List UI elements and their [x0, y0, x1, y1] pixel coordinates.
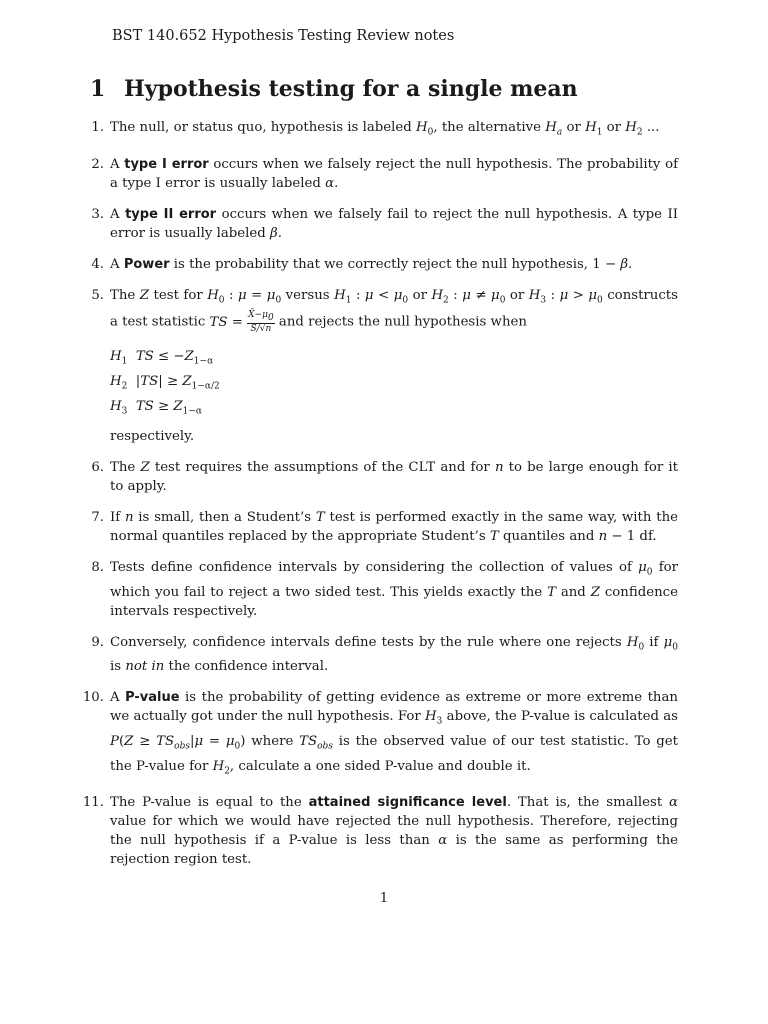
- list-item-3: 3. A type II error occurs when we falsely fail to reject the null hypothesis. A type II error is usually labeled β.: [91, 206, 678, 241]
- list-item-8: 8. Tests define confidence intervals by considering the collection of values of $\mu_0$ for which you fail to reject a two sided test. This yields exactly the T and Z confidence intervals respectively.: [91, 560, 678, 619]
- list-item-9: 9. Conversely, confidence intervals define tests by the rule where one rejects $H_0$ if $\mu_0$ is not in the confidence interval.: [91, 634, 678, 675]
- test-statistic-fraction: $\frac{X̄-\mu_0}{S/√n}$: [248, 310, 274, 335]
- section-number: 1: [90, 76, 106, 102]
- section-heading: [90, 76, 578, 102]
- running-header: BST 140.652 Hypothesis Testing Review notes: [112, 28, 455, 44]
- list-item-7: 7. If n is small, then a Student’s T test is performed exactly in the same way, with the normal quantiles replaced by the appropriate Student’s T quantiles and n − 1 df.: [91, 510, 678, 545]
- page-number: 1: [379, 891, 389, 906]
- list-item-4: 4. A Power is the probability that we correctly reject the null hypothesis, 1 − β.: [91, 256, 633, 272]
- list-item-11: 11. The P-value is equal to the attained significance level. That is, the smallest α value for which we would have rejected the null hypothesis. Therefore, rejecting the null hypothesis if a P-value is less than α is the same as performing the rejection region test.: [82, 795, 679, 868]
- numbered-list: [82, 118, 679, 881]
- section-title: Hypothesis testing for a single mean: [124, 76, 578, 102]
- rejection-conditions: $H_1$ TS ≤ $-Z_{1-\alpha}$ $H_2$ $|TS| \ge Z_{1-\alpha/2}$ $H_3$ TS ≥ $Z_{1-\alpha}$: [110, 349, 220, 417]
- list-item-1: 1. The null, or status quo, hypothesis is labeled $H_0$, the alternative $H_a$ or $H_1$ or $H_2$ ...: [91, 120, 660, 138]
- list-item-2: 2. A type I error occurs when we falsely reject the null hypothesis. The probability of a type I error is usually labeled α.: [91, 156, 678, 191]
- list-item-10: 10. A P-value is the probability of getting evidence as extreme or more extreme than we actually got under the null hypothesis. For $H_3$ above, the P-value is calculated as $P(Z \ge TS_{obs}|\mu = \mu_0)$ where $TS_{obs}$ is the observed value of our test statistic. To get the P-value for $H_2$, calculate a one sided P-value and double it.: [82, 690, 678, 777]
- list-item-6: 6. The Z test requires the assumptions of the CLT and for n to be large enough for it to apply.: [91, 460, 678, 495]
- list-item-5: 5. The Z test for $H_0$ : $\mu = \mu_0$ versus $H_1$ : $\mu < \mu_0$ or $H_2$ : $\mu \ne \mu_0$ or $H_3$ : $\mu > \mu_0$ constructs a test statistic TS = $\frac{X̄-\mu_0}{S/√n}$ and rejects the null hypothesis when $H_1$ TS ≤ $-Z_{1-\alpha}$ $H_2$ $|TS| \ge Z_{1-\alpha/2}$ $H_3$ TS ≥ $Z_{1-\alpha}$ respectively.: [91, 287, 678, 445]
